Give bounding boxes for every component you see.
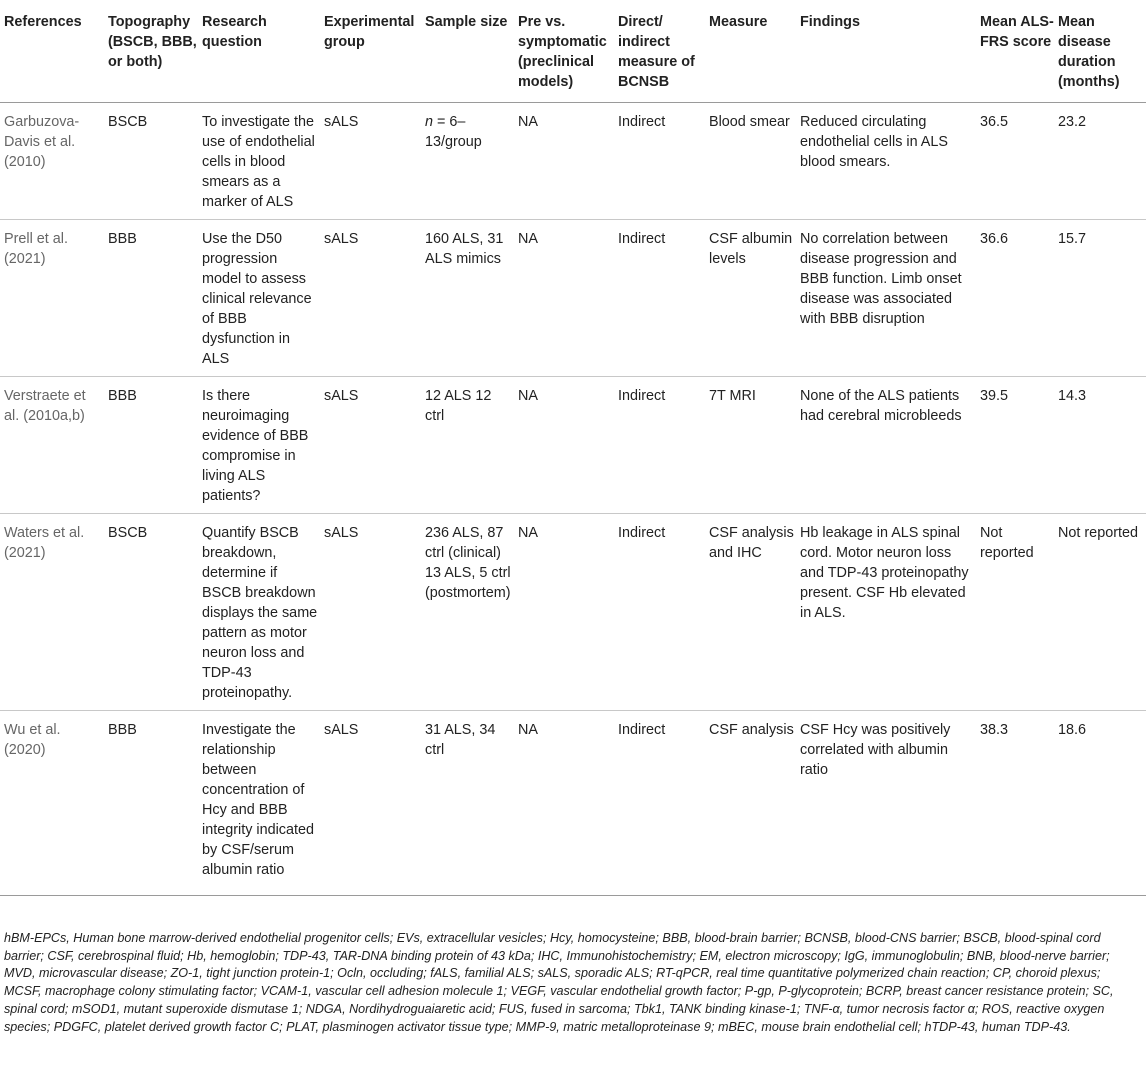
- cell-pre-vs-symptomatic: NA: [514, 103, 614, 220]
- col-header-mean-duration: Mean disease duration (months): [1054, 0, 1146, 103]
- table-row: [0, 220, 1146, 377]
- cell-mean-duration: 14.3: [1054, 377, 1146, 514]
- cell-direct-indirect: Indirect: [614, 220, 705, 377]
- cell-pre-vs-symptomatic: NA: [514, 514, 614, 711]
- cell-research-question: Investigate the relationship between concentration of Hcy and BBB integrity indicated by CSF/serum albumin ratio: [198, 711, 320, 896]
- cell-topography: BSCB: [104, 514, 198, 711]
- cell-research-question: Quantify BSCB breakdown, determine if BSCB breakdown displays the same pattern as motor neuron loss and TDP-43 proteinopathy.: [198, 514, 320, 711]
- cell-sample-size: 12 ALS 12 ctrl: [421, 377, 514, 514]
- cell-findings: None of the ALS patients had cerebral microbleeds: [796, 377, 976, 514]
- cell-reference: Wu et al. (2020): [0, 711, 104, 896]
- col-header-topography: Topography (BSCB, BBB, or both): [104, 0, 198, 103]
- cell-research-question: Use the D50 progression model to assess clinical relevance of BBB dysfunction in ALS: [198, 220, 320, 377]
- cell-direct-indirect: Indirect: [614, 103, 705, 220]
- col-header-pre-vs-symptomatic: Pre vs. symptomatic (preclinical models): [514, 0, 614, 103]
- cell-sample-size: 160 ALS, 31 ALS mimics: [421, 220, 514, 377]
- cell-experimental-group: sALS: [320, 220, 421, 377]
- table-row: [0, 711, 1146, 896]
- cell-measure: CSF albumin levels: [705, 220, 796, 377]
- cell-experimental-group: sALS: [320, 103, 421, 220]
- col-header-research-question: Research question: [198, 0, 320, 103]
- cell-experimental-group: sALS: [320, 377, 421, 514]
- cell-findings: Hb leakage in ALS spinal cord. Motor neuron loss and TDP-43 proteinopathy present. CSF Hb elevated in ALS.: [796, 514, 976, 711]
- cell-direct-indirect: Indirect: [614, 514, 705, 711]
- cell-topography: BBB: [104, 377, 198, 514]
- col-header-references: References: [0, 0, 104, 103]
- cell-measure: CSF analysis: [705, 711, 796, 896]
- cell-pre-vs-symptomatic: NA: [514, 220, 614, 377]
- cell-measure: CSF analysis and IHC: [705, 514, 796, 711]
- cell-mean-alsfrs: 36.6: [976, 220, 1054, 377]
- cell-topography: BBB: [104, 711, 198, 896]
- cell-pre-vs-symptomatic: NA: [514, 711, 614, 896]
- cell-direct-indirect: Indirect: [614, 377, 705, 514]
- cell-sample-size: 31 ALS, 34 ctrl: [421, 711, 514, 896]
- table-row: [0, 103, 1146, 220]
- cell-topography: BSCB: [104, 103, 198, 220]
- col-header-findings: Findings: [796, 0, 976, 103]
- cell-reference: Garbuzova-Davis et al. (2010): [0, 103, 104, 220]
- cell-mean-alsfrs: 36.5: [976, 103, 1054, 220]
- col-header-experimental-group: Experimental group: [320, 0, 421, 103]
- cell-mean-alsfrs: 38.3: [976, 711, 1054, 896]
- cell-research-question: To investigate the use of endothelial cells in blood smears as a marker of ALS: [198, 103, 320, 220]
- cell-reference: Waters et al. (2021): [0, 514, 104, 711]
- cell-reference: Verstraete et al. (2010a,b): [0, 377, 104, 514]
- cell-findings: Reduced circulating endothelial cells in ALS blood smears.: [796, 103, 976, 220]
- table-row: [0, 514, 1146, 711]
- table-row: [0, 377, 1146, 514]
- col-header-sample-size: Sample size: [421, 0, 514, 103]
- col-header-mean-alsfrs: Mean ALS-FRS score: [976, 0, 1054, 103]
- cell-mean-alsfrs: Not reported: [976, 514, 1054, 711]
- cell-mean-duration: 23.2: [1054, 103, 1146, 220]
- cell-sample-size: [421, 103, 514, 220]
- cell-direct-indirect: Indirect: [614, 711, 705, 896]
- cell-topography: BBB: [104, 220, 198, 377]
- table-footnote: hBM-EPCs, Human bone marrow-derived endothelial progenitor cells; EVs, extracellular vesicles; Hcy, homocysteine; BBB, blood-brain barrier; BCNSB, blood-CNS barrier; BSCB, blood-spinal cord barrier; CSF, cerebrospinal fluid; Hb, hemoglobin; TDP-43, TAR-DNA binding protein of 43 kDa; IHC, Immunohistochemistry; EM, electron microscopy; IgG, immunoglobulin; BNB, blood-nerve barrier; MVD, microvascular disease; ZO-1, tight junction protein-1; Ocln, occluding; fALS, familial ALS; sALS, sporadic ALS; RT-qPCR, real time quantitative polymerized chain reaction; CP, choroid plexus; MCSF, macrophage colony stimulating factor; VCAM-1, vascular cell adhesion molecule 1; VEGF, vascular endothelial growth factor; P-gp, P-glycoprotein; BCRP, breast cancer resistance protein; SC, spinal cord; mSOD1, mutant superoxide dismutase 1; NDGA, Nordihydroguaiaretic acid; FUS, fused in sarcoma; Tbk1, TANK binding kinase-1; TNF-α, tumor necrosis factor α; ROS, reactive oxygen species; PDGFC, platelet derived growth factor C; PLAT, plasminogen activator tissue type; MMP-9, matric metalloproteinase 9; mBEC, mouse brain endothelial cell; hTDP-43, human TDP-43.: [4, 931, 1114, 1034]
- header-row: [0, 0, 1146, 103]
- cell-reference: Prell et al. (2021): [0, 220, 104, 377]
- col-header-direct-indirect: Direct/ indirect measure of BCNSB: [614, 0, 705, 103]
- cell-research-question: Is there neuroimaging evidence of BBB compromise in living ALS patients?: [198, 377, 320, 514]
- cell-mean-duration: 15.7: [1054, 220, 1146, 377]
- cell-experimental-group: sALS: [320, 711, 421, 896]
- cell-mean-duration: 18.6: [1054, 711, 1146, 896]
- cell-experimental-group: sALS: [320, 514, 421, 711]
- cell-mean-duration: Not reported: [1054, 514, 1146, 711]
- cell-pre-vs-symptomatic: NA: [514, 377, 614, 514]
- cell-sample-size: 236 ALS, 87 ctrl (clinical) 13 ALS, 5 ctrl (postmortem): [421, 514, 514, 711]
- sample-n-symbol: n: [425, 114, 434, 130]
- cell-findings: CSF Hcy was positively correlated with albumin ratio: [796, 711, 976, 896]
- col-header-measure: Measure: [705, 0, 796, 103]
- sample-size-text: = 6–13/group: [425, 114, 482, 150]
- cell-findings: No correlation between disease progression and BBB function. Limb onset disease was associated with BBB disruption: [796, 220, 976, 377]
- cell-measure: 7T MRI: [705, 377, 796, 514]
- cell-mean-alsfrs: 39.5: [976, 377, 1054, 514]
- cell-measure: Blood smear: [705, 103, 796, 220]
